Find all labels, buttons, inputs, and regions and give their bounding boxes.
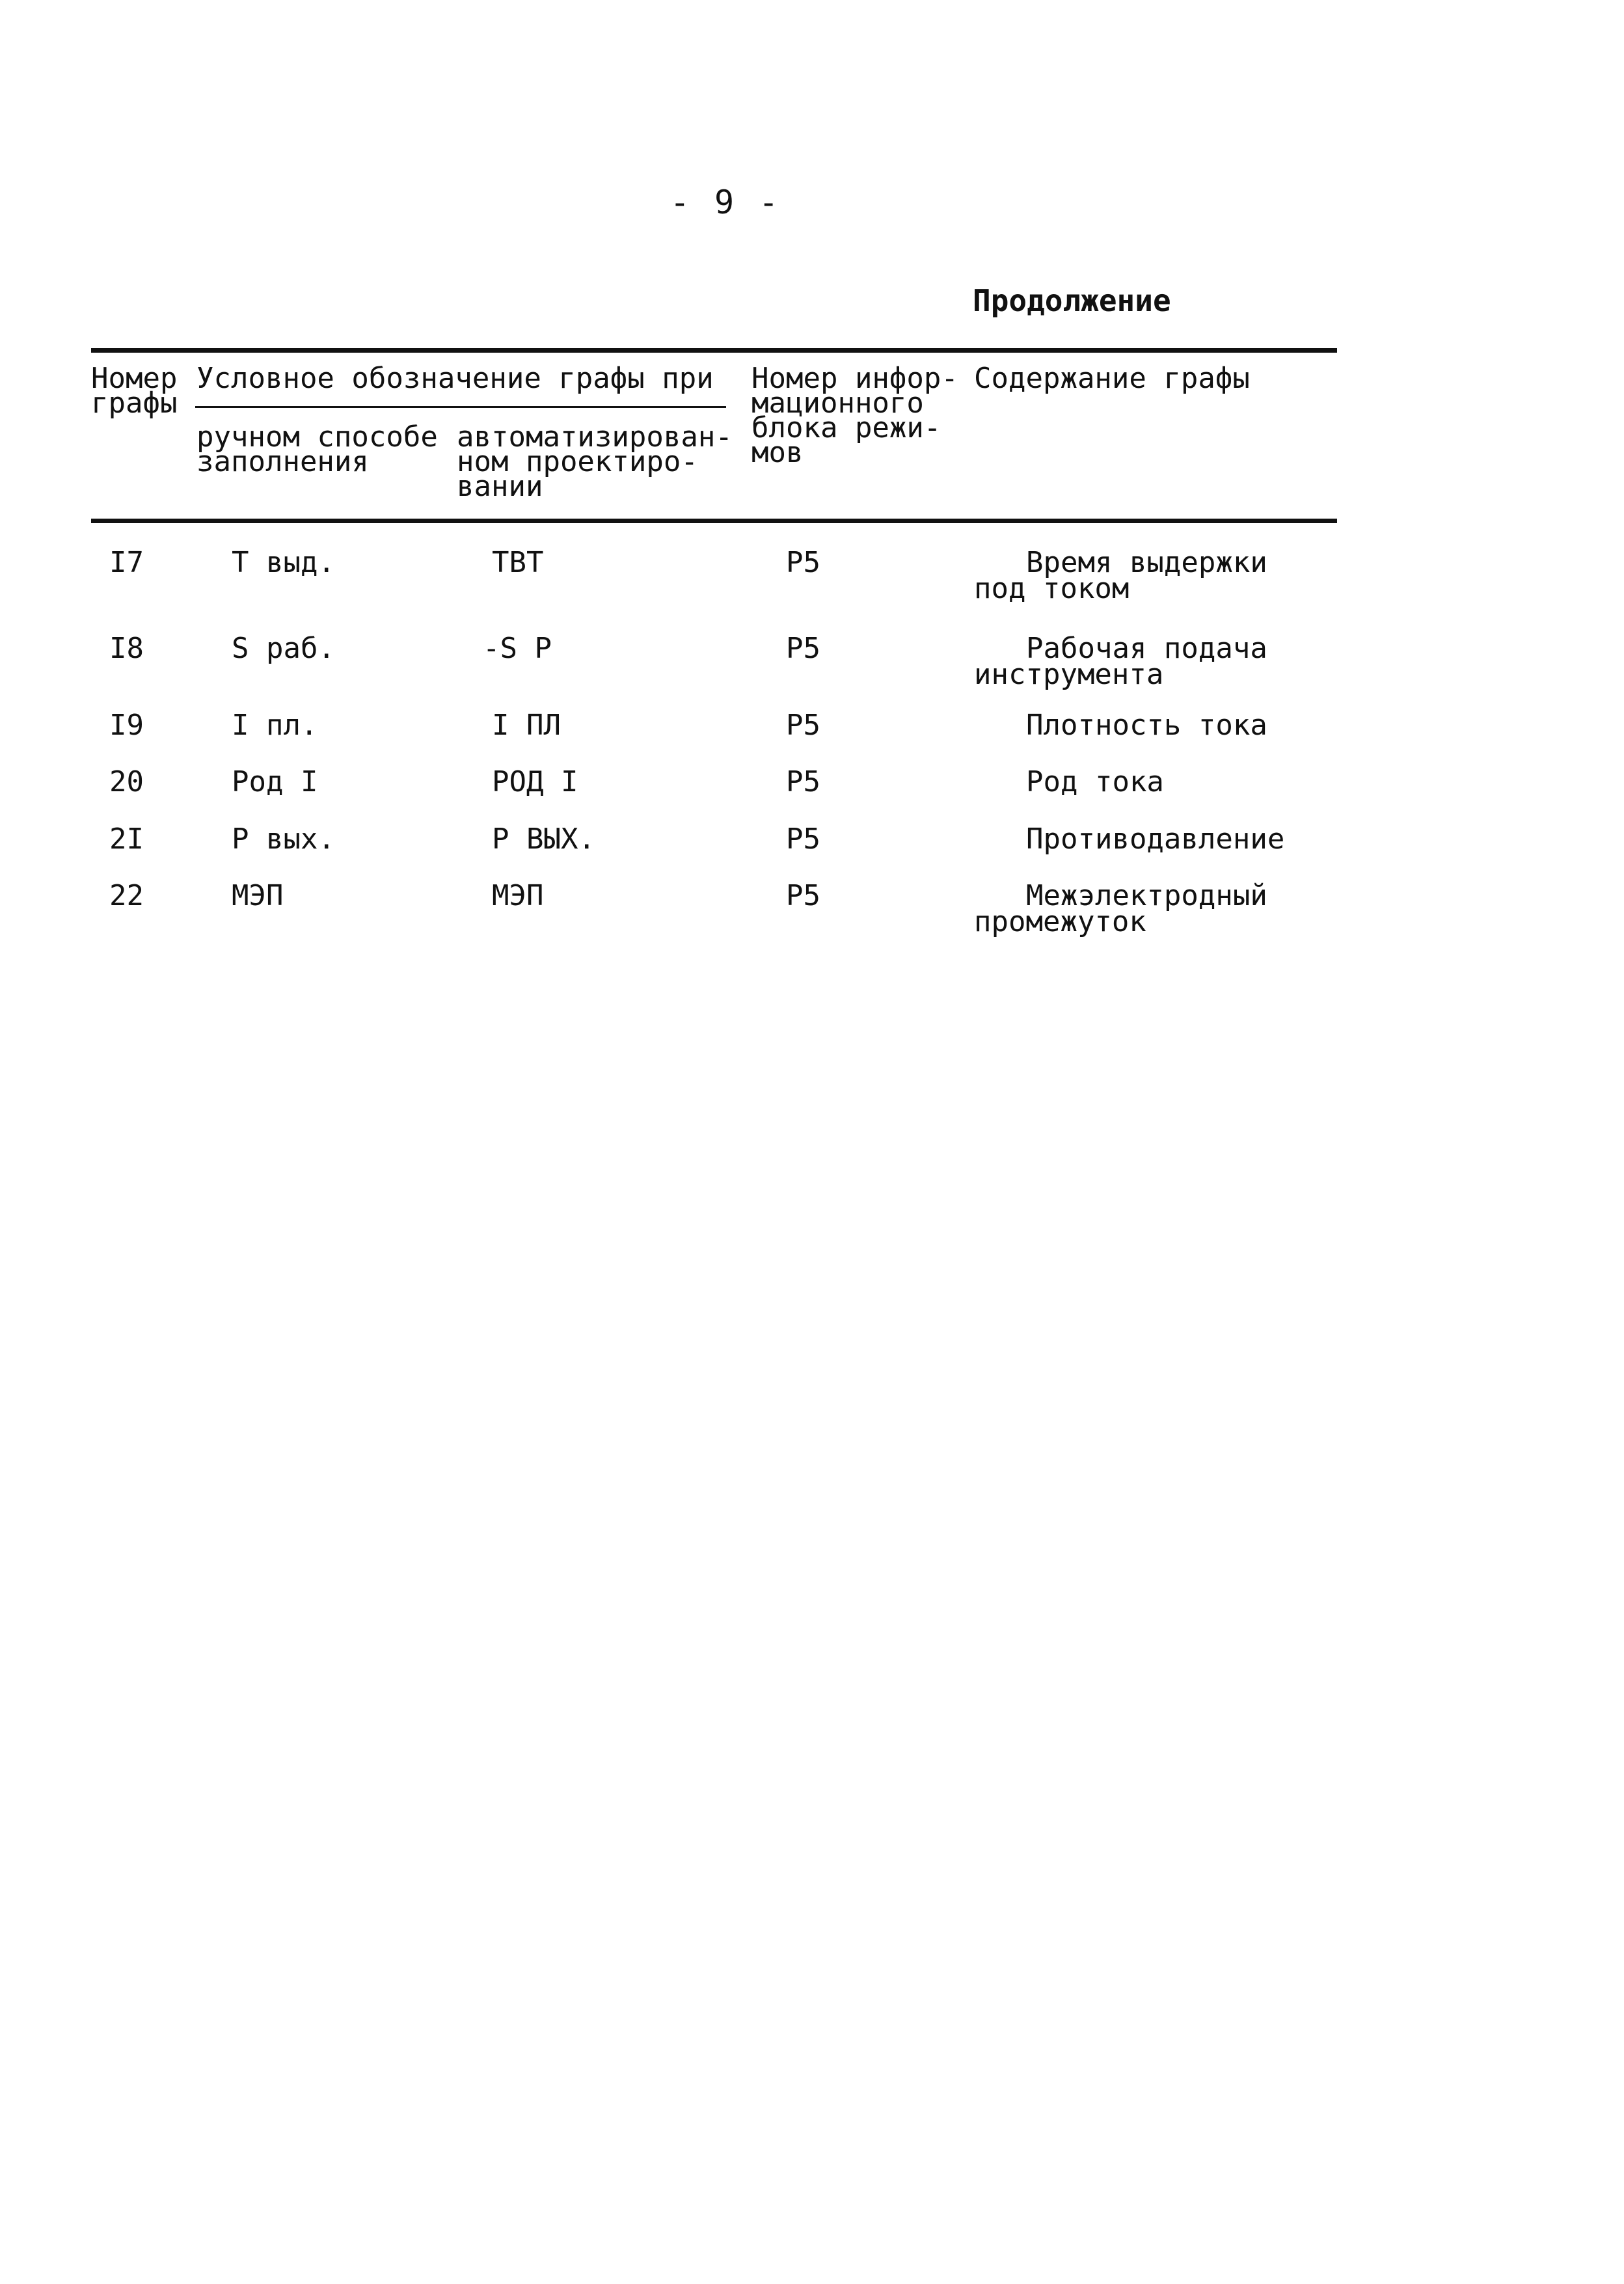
page-number: - 9 - <box>670 184 781 221</box>
row-info-block: Р5 <box>786 765 820 798</box>
row-automated: РОД I <box>492 765 578 798</box>
row-info-block: Р5 <box>786 823 820 856</box>
row-info-block: Р5 <box>786 546 820 579</box>
header-automated: автоматизирован- ном проектиро- вании <box>457 420 733 503</box>
header-content: Содержание графы <box>974 362 1250 395</box>
row-content: Противодавление <box>1026 823 1285 856</box>
header-manual: ручном способе заполнения <box>196 420 438 478</box>
header-designation: Условное обозначение графы при <box>196 362 714 395</box>
row-number: 22 <box>109 879 144 912</box>
row-number: I9 <box>109 709 144 742</box>
row-automated: МЭП <box>492 879 544 912</box>
row-content: Рабочая подача инструмента <box>974 632 1267 691</box>
row-number: 20 <box>109 765 144 798</box>
row-manual: Р вых. <box>232 823 335 856</box>
row-manual: Т выд. <box>232 546 335 579</box>
row-content: Род тока <box>1026 765 1164 798</box>
row-content: Плотность тока <box>1026 709 1267 742</box>
continuation-label: Продолжение <box>973 283 1171 318</box>
row-info-block: Р5 <box>786 632 820 665</box>
row-automated: ТВТ <box>492 546 544 579</box>
row-number: I7 <box>109 546 144 579</box>
table-top-rule <box>91 348 1337 353</box>
row-info-block: Р5 <box>786 709 820 742</box>
row-manual: S раб. <box>232 632 335 665</box>
row-automated: -S Р <box>483 632 552 665</box>
row-number: I8 <box>109 632 144 665</box>
row-number: 2I <box>109 823 144 856</box>
row-content: Межэлектродный промежуток <box>974 879 1267 938</box>
designation-underline <box>195 406 726 408</box>
row-automated: I ПЛ <box>492 709 561 742</box>
header-number: Номер графы <box>91 362 178 420</box>
row-manual: Род I <box>232 765 318 798</box>
header-info-block: Номер инфор- мационного блока режи- мов <box>751 362 958 469</box>
row-manual: МЭП <box>232 879 284 912</box>
row-automated: Р ВЫХ. <box>492 823 595 856</box>
row-content: Время выдержки под током <box>974 546 1267 605</box>
row-info-block: Р5 <box>786 879 820 912</box>
header-bottom-rule <box>91 519 1337 523</box>
row-manual: I пл. <box>232 709 318 742</box>
